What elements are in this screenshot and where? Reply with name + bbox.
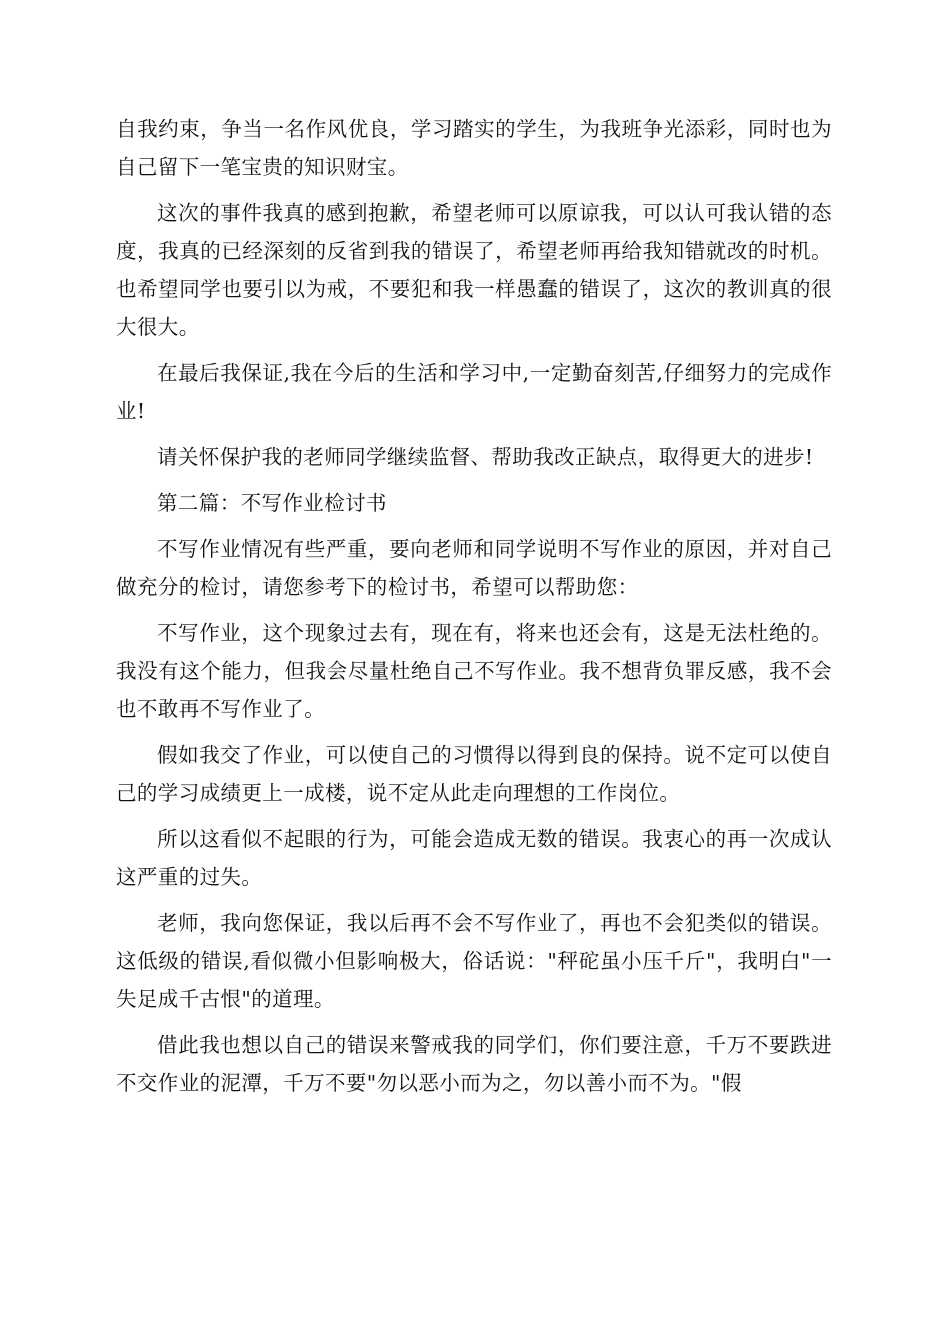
paragraph-benefit: 假如我交了作业，可以使自己的习惯得以得到良的保持。说不定可以使自己的学习成绩更上一成楼，说不定从此走向理想的工作岗位。 [116, 743, 832, 805]
paragraph-continuation: 自我约束，争当一名作风优良，学习踏实的学生，为我班争光添彩，同时也为自己留下一笔宝贵的知识财宝。 [116, 117, 832, 179]
paragraph-request: 请关怀保护我的老师同学继续监督、帮助我改正缺点，取得更大的进步! [157, 445, 814, 469]
paragraph-guarantee: 老师，我向您保证，我以后再不会不写作业了，再也不会犯类似的错误。这低级的错误,看似微小但影响极大，俗话说："秤砣虽小压千斤"，我明白"一失足成千古恨"的道理。 [116, 911, 832, 1011]
paragraph-promise: 在最后我保证,我在今后的生活和学习中,一定勤奋刻苦,仔细努力的完成作业! [116, 361, 832, 423]
section-heading: 第二篇：不写作业检讨书 [157, 491, 387, 515]
paragraph-warning: 借此我也想以自己的错误来警戒我的同学们，你们要注意，千万不要跌进不交作业的泥潭，千万不要"勿以恶小而为之，勿以善小而不为。"假 [116, 1033, 832, 1095]
paragraph-intro: 不写作业情况有些严重，要向老师和同学说明不写作业的原因，并对自己做充分的检讨，请您参考下的检讨书，希望可以帮助您： [116, 537, 832, 599]
paragraph-apology: 这次的事件我真的感到抱歉，希望老师可以原谅我，可以认可我认错的态度，我真的已经深刻的反省到我的错误了，希望老师再给我知错就改的时机。也希望同学也要引以为戒，不要犯和我一样愚蠢的错误了，这次的教训真的很大很大。 [116, 201, 832, 339]
paragraph-admission: 所以这看似不起眼的行为，可能会造成无数的错误。我衷心的再一次成认这严重的过失。 [116, 827, 832, 889]
document-body [116, 110, 832, 1110]
paragraph-phenomenon: 不写作业，这个现象过去有，现在有，将来也还会有，这是无法杜绝的。我没有这个能力，但我会尽量杜绝自己不写作业。我不想背负罪反感，我不会也不敢再不写作业了。 [116, 621, 832, 721]
